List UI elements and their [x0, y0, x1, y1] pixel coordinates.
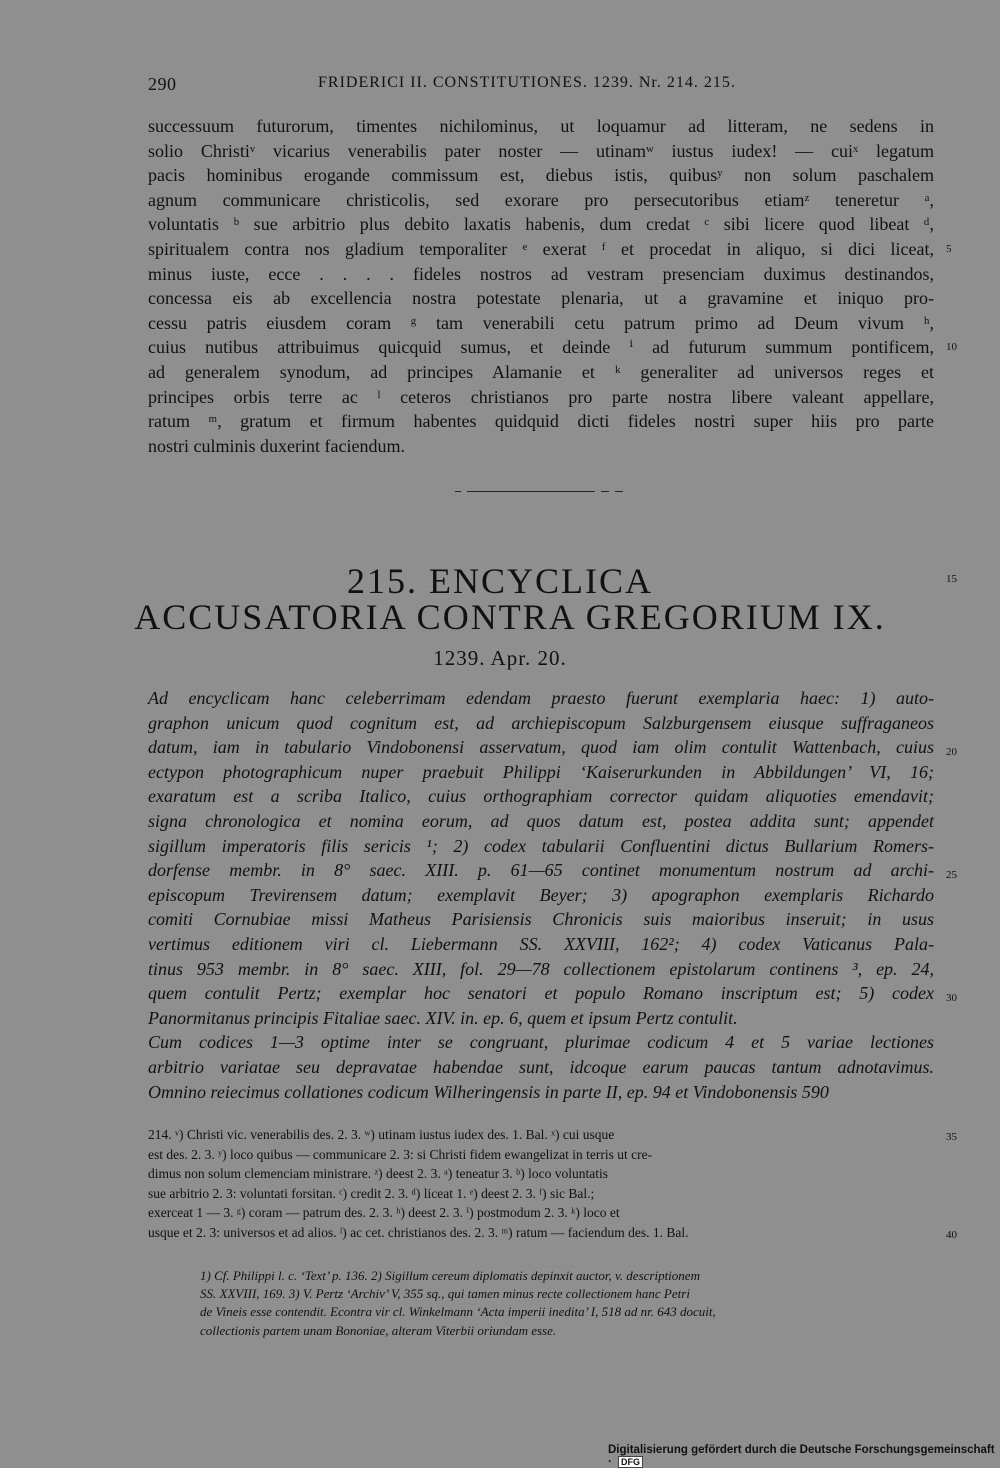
text-line: arbitrio variatae seu depravatae habendae sunt, idcoque earum paucas tantum adnotavimus.	[148, 1056, 934, 1077]
text-line: Omnino reiecimus collationes codicum Wilheringensis in parte II, ep. 94 et Vindobonensis 590	[148, 1081, 829, 1102]
text-line: Panormitanus principis Fitaliae saec. XIV. in. ep. 6, quem et ipsum Pertz contulit.	[148, 1007, 738, 1028]
text-line: cuius nutibus attribuimus quicquid sumus, et deinde ⁱ ad futurum summum pontificem,	[148, 337, 934, 358]
footnotes	[200, 1267, 934, 1340]
text-line: ectypon photographicum nuper praebuit Philippi ‘Kaiserurkunden in Abbildungen’ VI, 16;	[148, 761, 934, 782]
running-title: FRIDERICI II. CONSTITUTIONES. 1239. Nr. 214. 215.	[318, 74, 736, 91]
text-line: est des. 2. 3. ʸ) loco quibus — communicare 2. 3: si Christi fidem ewangelizat in terris ut cre-	[148, 1146, 653, 1162]
text-line: nostri culminis duxerint faciendum.	[148, 435, 405, 456]
text-line: agnum communicare christicolis, sed exorare pro persecutoribus etiamᶻ teneretur ᵃ,	[148, 189, 934, 210]
text-line: pacis hominibus erogande commissum est, diebus istis, quibusʸ non solum paschalem	[148, 165, 934, 186]
text-line: signa chronologica et nomina eorum, ad quos datum est, postea addita sunt; appendet	[148, 810, 934, 831]
text-line: dimus non solum clemenciam ministrare. ᶻ) deest 2. 3. ᵃ) teneatur 3. ᵇ) loco voluntatis	[148, 1166, 608, 1181]
text-line: Ad encyclicam hanc celeberrimam edendam praesto fuerunt exemplaria haec: 1) auto-	[148, 688, 934, 708]
margin-number: 20	[946, 746, 957, 758]
text-line: SS. XXVIII, 169. 3) V. Pertz ‘Archiv’ V, 355 sq., qui tamen minus recte collectionem hanc Petri	[200, 1286, 690, 1302]
text-line: exaratum est a scriba Italico, cuius orthographiam corrector quidam aliquoties emendavit;	[148, 786, 934, 807]
text-line: voluntatis ᵇ sue arbitrio plus debito laxatis habenis, dum credat ᶜ sibi licere quod libeat ᵈ,	[148, 214, 934, 235]
text-line: comiti Cornubiae missi Matheus Parisiensis Chronicis suis maioribus inseruit; in usus	[148, 909, 934, 930]
section-subtitle: ACCUSATORIA CONTRA GREGORIUM IX.	[134, 597, 886, 637]
text-line: exerceat 1 — 3. ᵍ) coram — patrum des. 2. 3. ʰ) deest 2. 3. ⁱ) postmodum 2. 3. ᵏ) loco et	[148, 1205, 620, 1220]
margin-number: 25	[946, 869, 957, 881]
text-line: dorfense membr. in 8° saec. XIII. p. 61—65 continet monumentum nostrum ad archi-	[148, 860, 934, 881]
section-title: 215. ENCYCLICA	[347, 561, 653, 601]
text-line: ad generalem synodum, ad principes Alamanie et ᵏ generaliter ad universos reges et	[148, 361, 934, 382]
text-line: graphon unicum quod cognitum est, ad archiepiscopum Salzburgensem eiusque suffraganeos	[148, 712, 934, 733]
section-divider	[455, 491, 625, 492]
margin-number: 40	[946, 1229, 957, 1241]
text-line: quem contulit Pertz; exemplar hoc senatori et populo Romano inscriptum est; 5) codex	[148, 983, 934, 1004]
margin-number: 35	[946, 1131, 957, 1143]
digitization-credit	[608, 1444, 1000, 1468]
text-line: concessa eis ab excellencia nostra potestate plenaria, ut a gravamine et iniquo pro-	[148, 288, 934, 309]
text-line: 1) Cf. Philippi l. c. ‘Text’ p. 136. 2) Sigillum cereum diplomatis depinxit auctor, v. descriptionem	[200, 1268, 700, 1283]
margin-number: 30	[946, 992, 957, 1004]
section-date: 1239. Apr. 20.	[433, 646, 567, 670]
text-line: collectionis partem unam Bononiae, alteram Viterbii oriundam esse.	[200, 1322, 557, 1338]
text-line: de Vineis esse contendit. Econtra vir cl. Winkelmann ‘Acta imperii inedita’ I, 518 ad nr. 643 docuit,	[200, 1304, 716, 1320]
text-line: datum, iam in tabulario Vindobonensi asservatum, quod iam olim contulit Wattenbach, cuius	[148, 737, 934, 758]
text-line: Cum codices 1—3 optime inter se congruant, plurimae codicum 4 et 5 variae lectiones	[148, 1032, 934, 1053]
text-line: principes orbis terre ac ˡ ceteros christianos pro parte nostra libere valeant appellare,	[148, 386, 934, 407]
page-header	[148, 74, 934, 100]
text-line: spiritualem contra nos gladium temporaliter ᵉ exerat ᶠ et procedat in aliquo, si dici liceat,	[148, 238, 934, 259]
dfg-logo: DFG	[618, 1456, 643, 1468]
text-line: ratum ᵐ, gratum et firmum habentes quidquid dicti fideles nostri super hiis pro parte	[148, 411, 934, 432]
margin-number: 10	[946, 341, 957, 353]
text-line: vertimus editionem viri cl. Liebermann SS. XXVIII, 162²; 4) codex Vaticanus Pala-	[148, 933, 934, 954]
text-line: sigillum imperatoris filis sericis ¹; 2) codex tabularii Confluentini dictus Bullarium Romers-	[148, 835, 934, 856]
text-line: sue arbitrio 2. 3: voluntati forsitan. ᶜ) credit 2. 3. ᵈ) liceat 1. ᵉ) deest 2. 3. ᶠ) sic Bal.;	[148, 1185, 595, 1201]
text-line: 214. ᵛ) Christi vic. venerabilis des. 2. 3. ʷ) utinam iustus iudex des. 1. Bal. ˣ) cui usque	[148, 1127, 615, 1142]
text-line: successuum futurorum, timentes nichilominus, ut loquamur ad litteram, ne sedens in	[148, 116, 934, 136]
margin-number: 5	[946, 243, 952, 255]
text-line: minus iuste, ecce . . . . fideles nostros ad vestram presenciam duximus destinandos,	[148, 263, 934, 284]
text-line: episcopum Trevirensem datum; exemplavit Beyer; 3) apographon exemplaris Richardo	[148, 884, 934, 905]
continuation-text	[148, 114, 934, 458]
text-line: tinus 953 membr. in 8° saec. XIII, fol. 29—78 collectionem epistolarum continens ³, ep. 24,	[148, 958, 934, 979]
text-line: usque et 2. 3: universos et ad alios. ˡ) ac cet. christianos des. 2. 3. ᵐ) ratum — faciendum des. 1. Bal.	[148, 1224, 689, 1240]
intro-paragraph	[148, 686, 934, 1104]
text-line: cessu patris eiusdem coram ᵍ tam venerabili cetu patrum primo ad Deum vivum ʰ,	[148, 312, 934, 333]
text-line: solio Christiᵛ vicarius venerabilis pater noster — utinamʷ iustus iudex! — cuiˣ legatum	[148, 140, 934, 161]
credit-text: Digitalisierung gefördert durch die Deutsche Forschungsgemeinschaft ·	[608, 1444, 995, 1468]
variant-notes	[148, 1125, 934, 1242]
page-number: 290	[148, 74, 177, 94]
margin-number: 15	[946, 573, 957, 585]
